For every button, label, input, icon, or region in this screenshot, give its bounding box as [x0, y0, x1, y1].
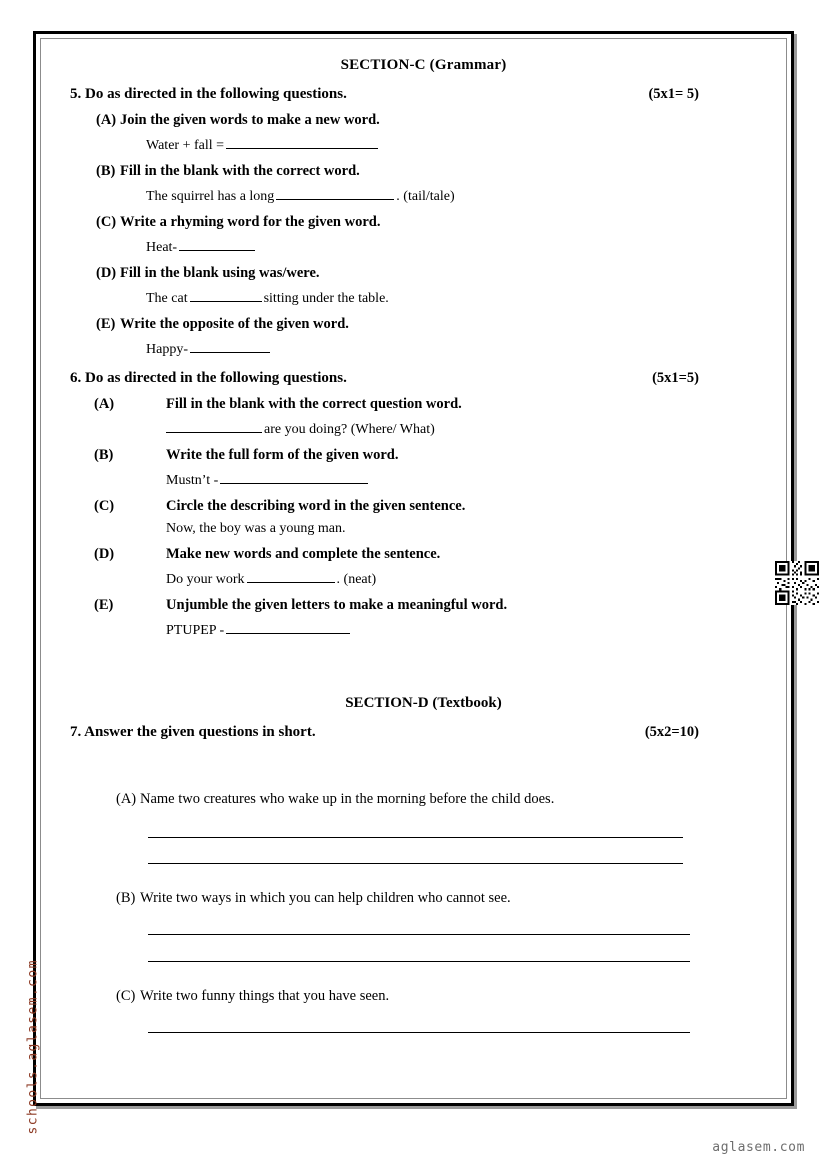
- item-prompt: Make new words and complete the sentence.: [166, 546, 441, 562]
- question-6-item-e: [70, 597, 757, 614]
- item-letter: (D): [94, 546, 115, 562]
- answer-line[interactable]: [148, 1032, 690, 1033]
- answer-line[interactable]: [148, 863, 683, 864]
- question-6-item-c: [70, 498, 757, 515]
- question-6-items: [70, 396, 757, 639]
- qr-code[interactable]: [775, 561, 819, 605]
- question-5-item-d: [70, 265, 757, 282]
- question-5-items: [70, 112, 757, 358]
- item-letter: (C): [116, 988, 136, 1004]
- item-prompt: Fill in the blank using was/were.: [120, 265, 320, 281]
- item-prompt: Fill in the blank with the correct question word.: [166, 396, 462, 412]
- answer-blank[interactable]: [276, 186, 394, 200]
- question-7-marks: (5x2=10): [644, 724, 699, 740]
- answer-blank[interactable]: [226, 620, 350, 634]
- document-content: [40, 31, 787, 1106]
- item-letter: (C): [94, 498, 115, 514]
- detail-text-before: Heat-: [146, 240, 178, 255]
- item-prompt: Write two ways in which you can help children who cannot see.: [140, 890, 511, 906]
- question-7-item-c: [70, 988, 757, 1005]
- answer-blank[interactable]: [179, 237, 255, 251]
- detail-text-before: Mustn’t -: [166, 473, 219, 488]
- question-6-item-a-detail: [70, 419, 757, 438]
- question-7-row: [70, 724, 757, 741]
- answer-line[interactable]: [148, 961, 690, 962]
- question-5-text: 5. Do as directed in the following questions.: [70, 86, 347, 102]
- section-c-heading: SECTION-C (Grammar): [340, 57, 507, 73]
- question-5-item-e: [70, 316, 757, 333]
- detail-text-before: Now, the boy was a young man.: [166, 521, 346, 536]
- question-5-row: [70, 86, 757, 103]
- item-prompt: Unjumble the given letters to make a meaningful word.: [166, 597, 508, 613]
- question-5-item-e-detail: [70, 339, 757, 358]
- question-6-item-d: [70, 546, 757, 563]
- answer-blank[interactable]: [190, 339, 270, 353]
- question-7-item-a: [70, 791, 757, 808]
- question-7-text: 7. Answer the given questions in short.: [70, 724, 316, 740]
- item-prompt: Name two creatures who wake up in the morning before the child does.: [140, 791, 555, 807]
- question-6-item-e-detail: [70, 620, 757, 639]
- detail-text-before: Water + fall =: [146, 138, 225, 153]
- question-6-item-b: [70, 447, 757, 464]
- answer-line[interactable]: [148, 837, 683, 838]
- question-5-item-a-detail: [70, 135, 757, 154]
- question-6-item-c-detail: [70, 521, 757, 537]
- detail-text-before: The squirrel has a long: [146, 189, 275, 204]
- item-letter: (E): [96, 316, 116, 332]
- question-7-item-b: [70, 890, 757, 907]
- question-5-item-b-detail: [70, 186, 757, 205]
- answer-blank[interactable]: [220, 470, 368, 484]
- item-letter: (A): [116, 791, 137, 807]
- item-letter: (A): [96, 112, 117, 128]
- detail-text-after: . (tail/tale): [396, 189, 455, 204]
- question-6-item-b-detail: [70, 470, 757, 489]
- answer-blank[interactable]: [166, 419, 262, 433]
- item-prompt: Write the full form of the given word.: [166, 447, 399, 463]
- detail-text-after: sitting under the table.: [263, 291, 389, 306]
- item-prompt: Write two funny things that you have seen.: [140, 988, 390, 1004]
- item-prompt: Write the opposite of the given word.: [120, 316, 349, 332]
- bottom-watermark-text: aglasem.com: [712, 1140, 805, 1155]
- item-letter: (A): [94, 396, 115, 412]
- section-d-heading: SECTION-D (Textbook): [345, 695, 502, 711]
- item-prompt: Join the given words to make a new word.: [120, 112, 380, 128]
- detail-text-before: The cat: [146, 291, 188, 306]
- answer-blank[interactable]: [190, 288, 262, 302]
- question-5-item-a: [70, 112, 757, 129]
- answer-blank[interactable]: [226, 135, 378, 149]
- side-watermark-text: schools.aglasem.com: [25, 959, 41, 1135]
- detail-text-after: . (neat): [336, 572, 377, 587]
- item-letter: (D): [96, 265, 117, 281]
- question-6-text: 6. Do as directed in the following questions.: [70, 370, 347, 386]
- detail-text-before: PTUPEP -: [166, 623, 225, 638]
- answer-blank[interactable]: [247, 569, 335, 583]
- item-letter: (C): [96, 214, 117, 230]
- question-5-item-b: [70, 163, 757, 180]
- question-5-item-c-detail: [70, 237, 757, 256]
- question-5-marks: (5x1= 5): [648, 86, 699, 102]
- item-prompt: Fill in the blank with the correct word.: [120, 163, 360, 179]
- question-6-item-d-detail: [70, 569, 757, 588]
- detail-text-before: Happy-: [146, 342, 188, 357]
- item-prompt: Write a rhyming word for the given word.: [120, 214, 381, 230]
- item-letter: (B): [94, 447, 114, 463]
- question-5-item-c: [70, 214, 757, 231]
- item-prompt: Circle the describing word in the given sentence.: [166, 498, 466, 514]
- question-6-row: [70, 370, 757, 387]
- question-6-item-a: [70, 396, 757, 413]
- detail-text-before: Do your work: [166, 572, 245, 587]
- item-letter: (B): [116, 890, 136, 906]
- answer-line[interactable]: [148, 934, 690, 935]
- detail-text-after: are you doing? (Where/ What): [264, 422, 435, 437]
- question-6-marks: (5x1=5): [652, 370, 699, 386]
- item-letter: (E): [94, 597, 114, 613]
- item-letter: (B): [96, 163, 116, 179]
- question-5-item-d-detail: [70, 288, 757, 307]
